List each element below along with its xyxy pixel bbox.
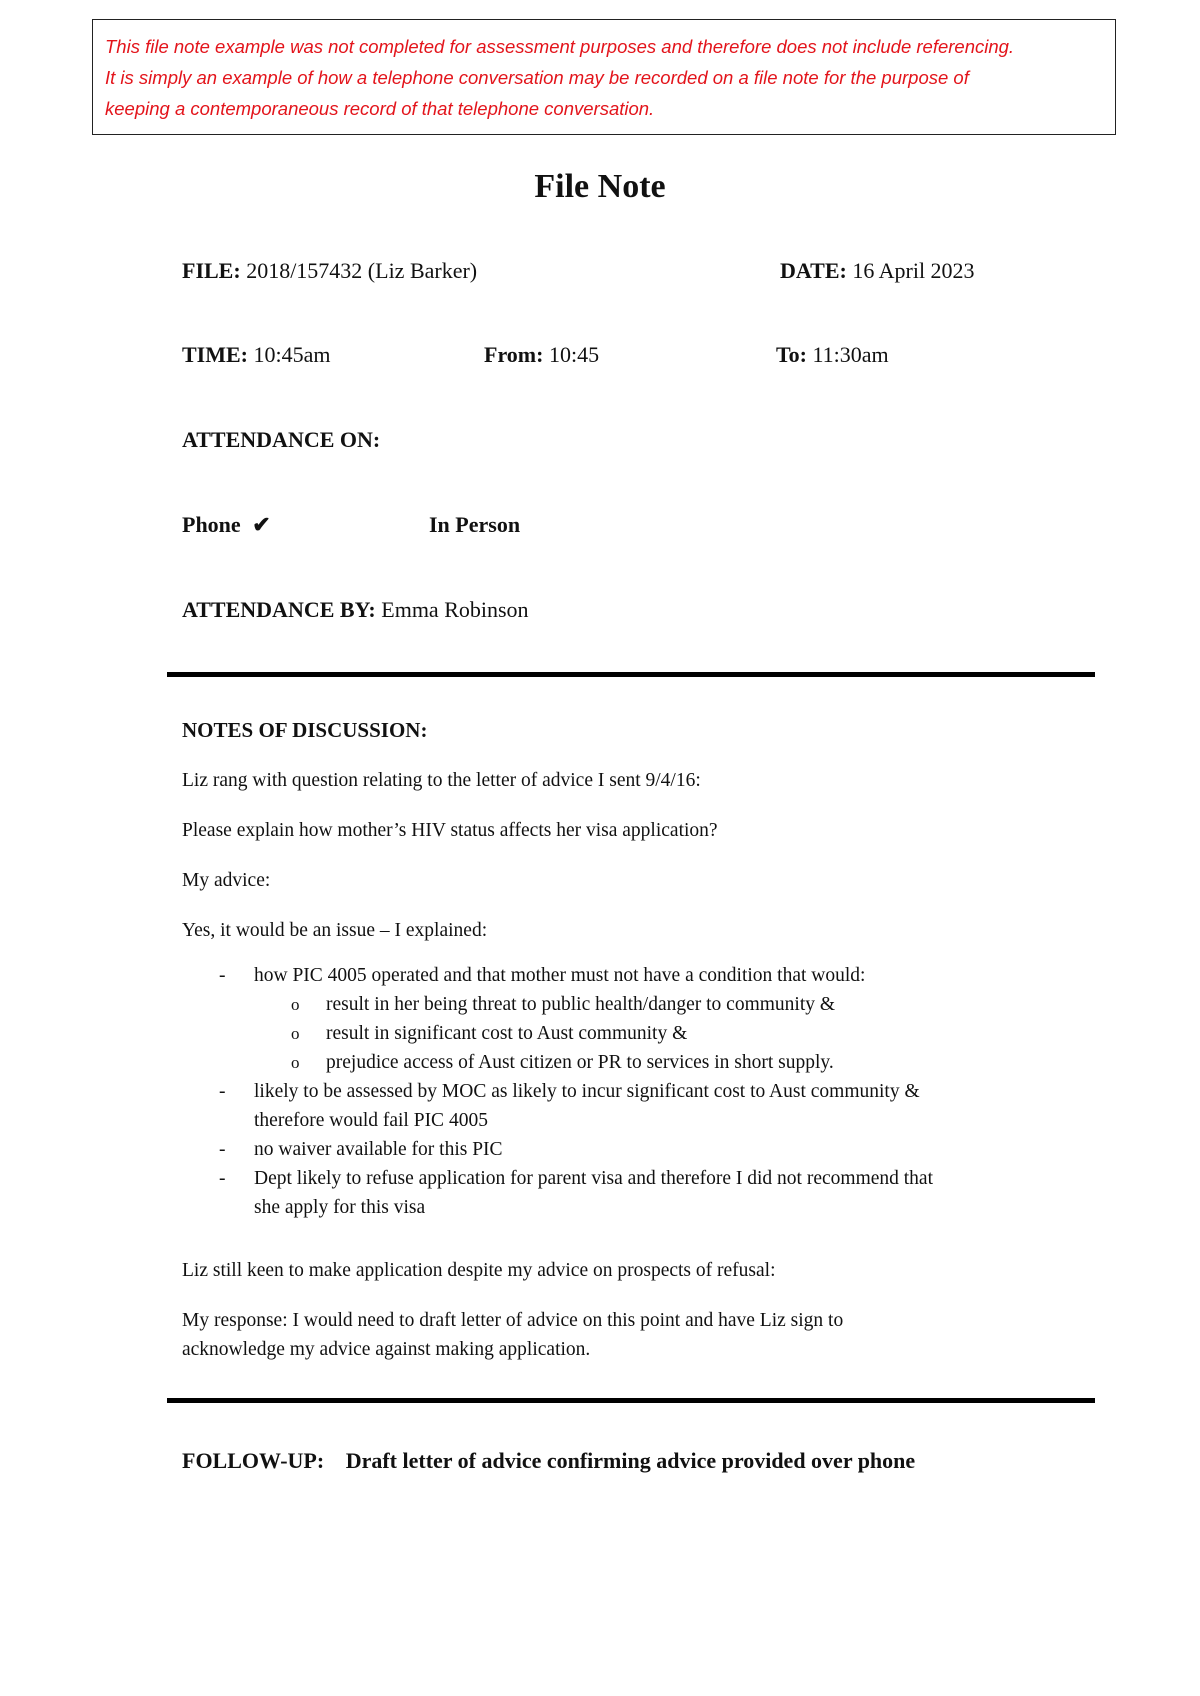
condition-sublist — [254, 990, 1062, 1077]
advice-item-text: how PIC 4005 operated and that mother must not have a condition that would: — [254, 965, 866, 986]
attendance-by-label: ATTENDANCE BY: — [182, 597, 376, 622]
divider-top — [167, 672, 1095, 677]
date-label: DATE: — [780, 258, 847, 283]
from-label: From: — [484, 342, 544, 367]
advice-item-text: no waiver available for this PIC — [254, 1139, 503, 1160]
notice-line-1: This file note example was not completed for assessment purposes and therefore does not include referencing. — [105, 36, 1015, 57]
follow-up — [182, 1448, 915, 1474]
file-value: 2018/157432 (Liz Barker) — [246, 258, 478, 283]
advice-item-text: likely to be assessed by MOC as likely to incur significant cost to Aust community & therefore would fail PIC 4005 — [254, 1081, 920, 1131]
file-field — [182, 258, 477, 284]
advice-list — [182, 961, 1062, 1222]
date-value: 16 April 2023 — [852, 258, 975, 283]
notes-paragraph-3: My advice: — [182, 870, 271, 891]
date-field — [780, 258, 975, 284]
condition-item: o result in her being threat to public health/danger to community & — [254, 990, 1062, 1019]
follow-up-text: Draft letter of advice confirming advice provided over phone — [345, 1448, 916, 1473]
to-field — [776, 342, 889, 368]
divider-bottom — [167, 1398, 1095, 1403]
to-label: To: — [776, 342, 807, 367]
notes-paragraph-2: Please explain how mother’s HIV status affects her visa application? — [182, 820, 718, 841]
phone-option — [182, 512, 271, 538]
checkmark-icon: ✔ — [252, 512, 271, 537]
to-value: 11:30am — [812, 342, 889, 367]
phone-label: Phone — [182, 512, 241, 537]
attendance-by-field — [182, 597, 529, 623]
condition-item: o prejudice access of Aust citizen or PR to services in short supply. — [254, 1048, 1062, 1077]
notice-line-3: keeping a contemporaneous record of that telephone conversation. — [105, 98, 655, 119]
advice-item — [182, 1077, 1062, 1135]
advice-item-text: Dept likely to refuse application for parent visa and therefore I did not recommend that she apply for this visa — [254, 1168, 934, 1218]
condition-item: o result in significant cost to Aust community & — [254, 1019, 1062, 1048]
notes-paragraph-6: My response: I would need to draft letter of advice on this point and have Liz sign to acknowledge my advice against making application. — [182, 1310, 844, 1360]
advice-item — [182, 1164, 1062, 1222]
notes-paragraph-4: Yes, it would be an issue – I explained: — [182, 920, 488, 941]
from-field — [484, 342, 599, 368]
follow-up-label: FOLLOW-UP: — [182, 1448, 325, 1473]
notes-paragraph-5: Liz still keen to make application despite my advice on prospects of refusal: — [182, 1260, 776, 1281]
time-value: 10:45am — [253, 342, 331, 367]
attendance-on-label: ATTENDANCE ON: — [182, 427, 381, 452]
assessment-notice-box — [92, 19, 1116, 135]
file-label: FILE: — [182, 258, 241, 283]
notes-heading: NOTES OF DISCUSSION: — [182, 718, 428, 742]
advice-item — [182, 1135, 1062, 1164]
attendance-by-value: Emma Robinson — [381, 597, 529, 622]
from-value: 10:45 — [548, 342, 600, 367]
advice-item — [182, 961, 1062, 1077]
time-field — [182, 342, 331, 368]
attendance-on-field — [182, 427, 380, 453]
notice-line-2: It is simply an example of how a telephone conversation may be recorded on a file note for the purpose of — [105, 67, 969, 88]
in-person-option — [429, 512, 520, 538]
notes-paragraph-1: Liz rang with question relating to the letter of advice I sent 9/4/16: — [182, 770, 701, 791]
page-title: File Note — [534, 168, 666, 205]
in-person-label: In Person — [429, 512, 521, 537]
time-label: TIME: — [182, 342, 248, 367]
